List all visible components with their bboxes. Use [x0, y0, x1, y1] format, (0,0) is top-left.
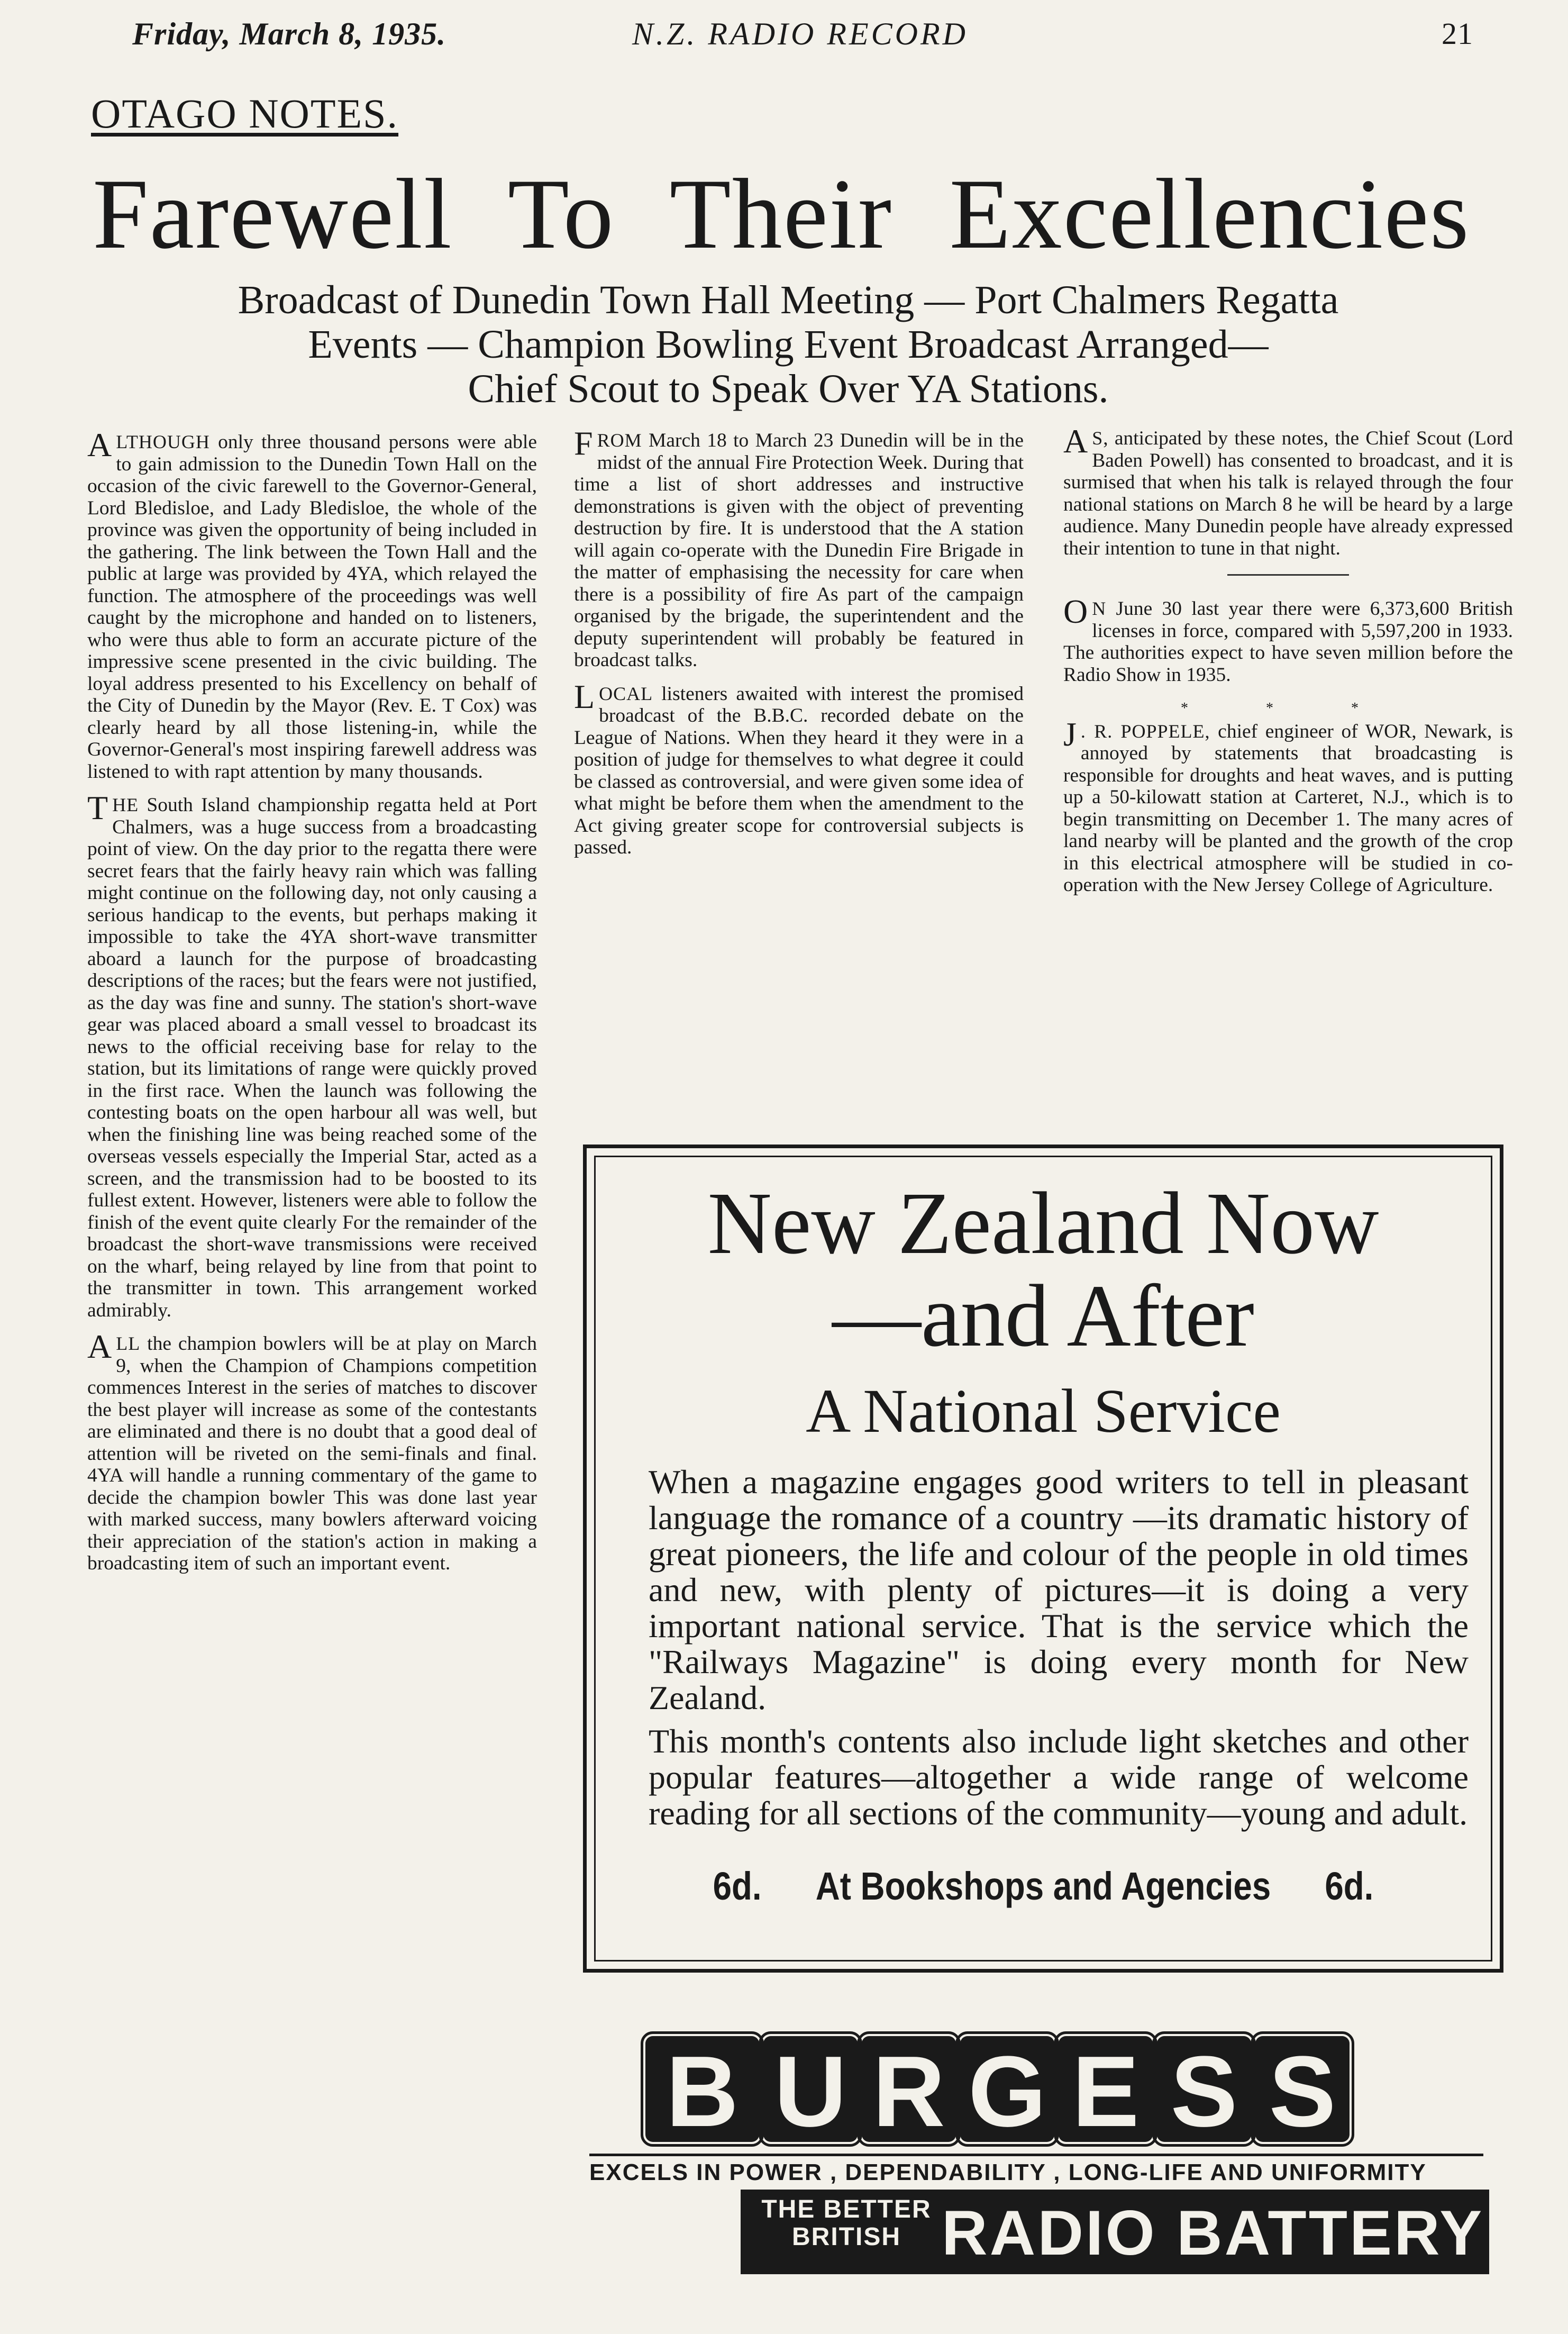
drop-cap: A — [87, 426, 112, 464]
article-chief-scout — [1063, 422, 1513, 559]
advert-title-line-2: —and After — [832, 1267, 1254, 1365]
article-town-hall — [87, 426, 537, 783]
logo-letter: S — [1157, 2036, 1251, 2142]
column-1 — [87, 426, 537, 1586]
lead-in: HE — [112, 794, 139, 815]
logo-letter: U — [763, 2036, 858, 2142]
article-text: the champion bowlers will be at play on March 9, when the Champion of Champions competition commences Interest in the series of matches to discover the best player will increase as some of the contestants are eliminated and there is no doubt that a good deal of attention will be riveted on the semi-finals and final. 4YA will handle a running commentary of the game to decide the champion bowler This was done last year with marked success, many bowlers afterward voicing their appreciation of the station's action in making a broadcasting item of such an important event. — [87, 1333, 537, 1574]
logo-letter: E — [1059, 2036, 1153, 2142]
logo-letter: S — [1255, 2036, 1350, 2142]
article-text: only three thousand persons were able to gain admission to the Dunedin Town Hall on the occasion of the civic farewell to the Governor-General, Lord Bledisloe, and Lady Bledisloe, the whole of the province was given the opportunity of being included in the gathering. The link between the Town Hall and the public at large was provided by 4YA, which relayed the function. The atmosphere of the proceedings was well caught by the microphone and handed on to listeners, who were thus able to form an accurate picture of the impressive scene presented in the civic building. The loyal address presented to his Excellency on behalf of the City of Dunedin by the Mayor (Rev. E. T Cox) was clearly heard by all those listening-in, while the Governor-General's most inspiring farewell address was listened to with rapt attention by many thousands. — [87, 431, 537, 783]
burgess-logo — [645, 2036, 1350, 2147]
lead-in: . R. POPPELE, — [1080, 720, 1210, 742]
advert-subtitle: A National Service — [806, 1376, 1281, 1446]
drop-cap: T — [87, 789, 108, 827]
drop-cap: J — [1063, 715, 1077, 753]
article-bbc-debate — [574, 677, 1024, 859]
advert-paragraph-2: This month's contents also include light sketches and other popular features—altogether a wide range of welcome reading for all sections of the community—young and adult. — [649, 1722, 1469, 1832]
advert-body — [649, 1464, 1469, 1839]
page-number: 21 — [1442, 16, 1473, 51]
lead-in: LTHOUGH — [116, 431, 210, 452]
article-regatta — [87, 789, 537, 1321]
logo-letter: G — [960, 2036, 1054, 2142]
article-text: June 30 last year there were 6,373,600 British licenses in force, compared with 5,597,200 in 1933. The authorities expect to have seven million before the Radio Show in 1935. — [1063, 598, 1513, 686]
subheadline — [79, 278, 1497, 411]
radio-battery-label: RADIO BATTERY — [942, 2197, 1484, 2268]
drop-cap: O — [1063, 593, 1088, 630]
headline: Farewell To Their Excellencies — [93, 159, 1470, 270]
article-bowling — [87, 1328, 537, 1575]
subhead-line-3: Chief Scout to Speak Over YA Stations. — [468, 367, 1109, 411]
burgess-product-bar — [741, 2190, 1489, 2274]
article-poppele — [1063, 715, 1513, 896]
burgess-battery-advert — [587, 2036, 1487, 2290]
lead-in: S — [1092, 428, 1104, 449]
star-separator: * * * — [1181, 700, 1396, 716]
publication-title: N.Z. RADIO RECORD — [632, 16, 968, 51]
railways-magazine-advert — [583, 1145, 1503, 1973]
better-line-1: THE BETTER — [761, 2195, 932, 2223]
price-right: 6d. — [1325, 1864, 1374, 1908]
article-text: March 18 to March 23 Dunedin will be in the midst of the annual Fire Protection Week. During that time a list of short addresses and instructive demonstrations is given with the object of preventing destruction by fire. It is understood that the A station will again co-operate with the Dunedin Fire Brigade in the matter of emphasising the necessity for care when there is a possibility of fire As part of the campaign organised by the brigade, the superintendent and the deputy superintendent will probably be featured in broadcast talks. — [574, 430, 1024, 671]
lead-in: ROM — [597, 430, 642, 451]
advert-inner-border — [594, 1156, 1492, 1961]
divider — [1227, 574, 1349, 576]
drop-cap: A — [87, 1328, 112, 1365]
column-2 — [574, 424, 1024, 870]
better-line-2: BRITISH — [792, 2223, 901, 2251]
section-kicker: OTAGO NOTES. — [91, 90, 399, 137]
article-text: chief engineer of WOR, Newark, is annoyed by statements that broadcasting is responsible for droughts and heat waves, and is putting up a 50-kilowatt station at Carteret, N.J., which is to begin transmitting on December 1. The many acres of land nearby will be planted and the growth of the crop in this electrical atmosphere will be studied in co-operation with the New Jersey College of Agriculture. — [1063, 720, 1513, 896]
availability: At Bookshops and Agencies — [815, 1864, 1271, 1908]
article-text: , anticipated by these notes, the Chief Scout (Lord Baden Powell) has consented to broadcast, and it is surmised that when his talk is relayed through the four national stations on March 8 he will be heard by a large audience. Many Dunedin people have already expressed their intention to tune in that night. — [1063, 428, 1513, 559]
article-fire-week — [574, 424, 1024, 671]
advert-price-line — [713, 1864, 1374, 1909]
article-text: South Island championship regatta held at Port Chalmers, was a huge success from a broadcasting point of view. On the day prior to the regatta there were secret fears that the fairly heavy rain which was falling might continue on the following day, not only causing a serious handicap to the events, but perhaps making it impossible to take the 4YA short-wave transmitter aboard a launch for the purpose of broadcasting descriptions of the races; but the fears were not justified, as the day was fine and sunny. The station's short-wave gear was placed aboard a small vessel to broadcast its news to the official receiving base for relay to the station, but its limitations of range were quickly proved in the first race. When the launch was following the contesting boats on the open harbour all was well, but when the finishing line was being reached some of the overseas vessels especially the Imperial Star, acted as a screen, and the transmission had to be boosted to its fullest extent. However, listeners were able to follow the finish of the event quite clearly For the remainder of the broadcast the short-wave transmissions were received on the wharf, being relayed by line from that point to the transmitter in town. This arrangement worked admirably. — [87, 794, 537, 1321]
advert-paragraph-1: When a magazine engages good writers to tell in pleasant language the romance of a country —its dramatic history of great pioneers, the life and colour of the people in old times and new, with plenty of pictures—it is doing a very important national service. That is the service which the "Railways Magazine" is doing every month for New Zealand. — [649, 1463, 1469, 1717]
issue-date: Friday, March 8, 1935. — [132, 16, 446, 51]
drop-cap: L — [574, 677, 595, 715]
advert-title-line-1: New Zealand Now — [707, 1174, 1379, 1273]
logo-letter: R — [862, 2036, 956, 2142]
article-text: listeners awaited with interest the promised broadcast of the B.B.C. recorded debate on the League of Nations. When they heard it they were in a position of judge for themselves to what degree it could be classed as controversial, and were given some idea of what might be before them when the amendment to the Act giving greater scope for controversial subjects is passed. — [574, 683, 1024, 858]
price-left: 6d. — [713, 1864, 762, 1908]
lead-in: OCAL — [599, 683, 653, 704]
subhead-line-2: Events — Champion Bowling Event Broadcast Arranged— — [308, 322, 1269, 367]
burgess-tagline: EXCELS IN POWER , DEPENDABILITY , LONG-LIFE AND UNIFORMITY — [589, 2154, 1483, 2186]
better-british — [756, 2196, 936, 2251]
logo-letter: B — [645, 2036, 759, 2142]
drop-cap: A — [1063, 422, 1088, 460]
subhead-line-1: Broadcast of Dunedin Town Hall Meeting — Port Chalmers Regatta — [238, 278, 1339, 322]
lead-in: N — [1092, 598, 1107, 619]
column-3 — [1063, 422, 1513, 908]
article-licenses — [1063, 593, 1513, 686]
drop-cap: F — [574, 424, 593, 462]
lead-in: LL — [116, 1333, 141, 1354]
